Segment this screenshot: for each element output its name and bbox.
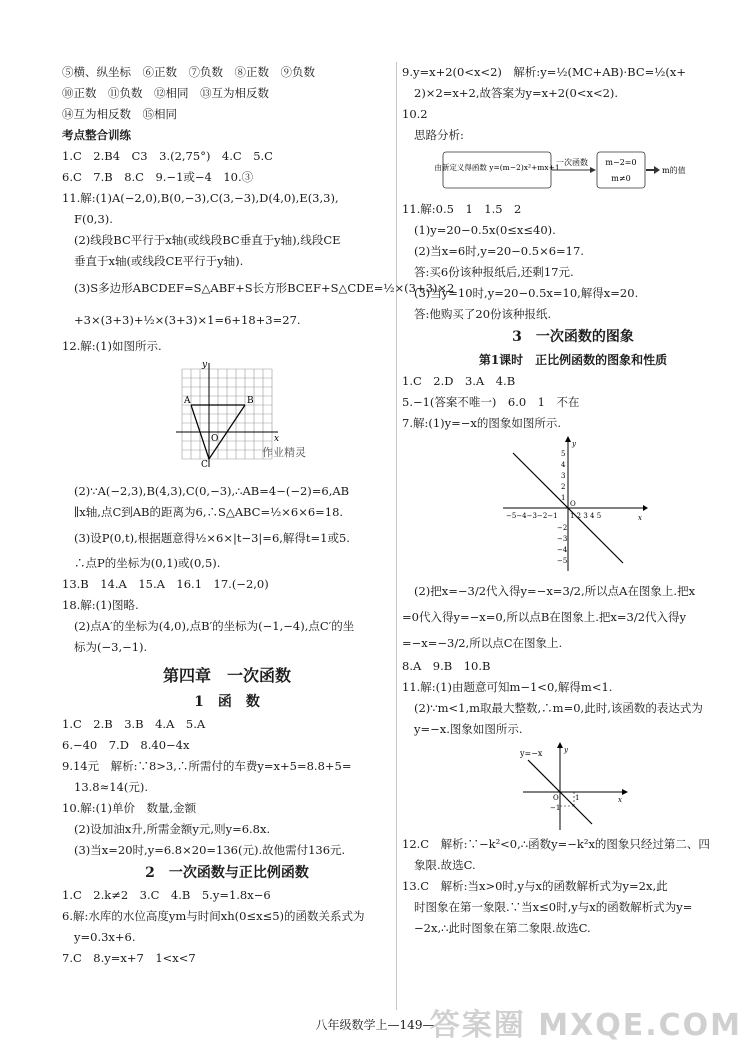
text-line: ⑭互为相反数 ⑮相同 [62,107,177,121]
text-line: (3)当x=20时,y=6.8×20=136(元).故他需付136元. [74,843,346,857]
text-line: 13.C 解析:当x>0时,y与x的函数解析式为y=2x,此 [402,879,668,893]
text-line: ∴点P的坐标为(0,1)或(0,5). [74,556,221,570]
svg-text:2: 2 [561,483,566,491]
right-column [402,62,744,939]
text-line: 2)×2=x+2,故答案为y=x+2(0<x<2). [414,86,619,100]
watermark: 答案圈 MXQE.COM [429,1008,742,1043]
text-line: −2x,∴此时图象在第二象限.故选C. [414,921,591,935]
svg-text:5: 5 [561,450,566,458]
flow-condition-2: m≠0 [611,174,631,183]
text-line: 1.C 2.B 3.B 4.A 5.A [62,717,206,731]
text-line: 18.解:(1)图略. [62,598,139,612]
flow-arrow-label: 一次函数 [556,158,588,167]
text-line: (2)当x=6时,y=20−0.5×6=17. [414,244,584,258]
flow-step-1: 由新定义得函数 y=(m−2)x²+mx+1 [434,163,560,172]
origin-label: O [211,434,219,444]
svg-text:−2: −2 [557,524,568,532]
point-c-label: C [201,460,208,470]
chapter-title: 第四章 一次函数 [162,666,291,685]
section-title: 3 一次函数的图象 [512,329,634,345]
text-line: 7.解:(1)y=−x的图象如图所示. [402,416,562,430]
linear-graph-1 [498,436,648,576]
svg-text:−4: −4 [557,546,568,554]
section-heading: 考点整合训练 [62,128,131,142]
text-line: 1.C 2.k≠2 3.C 4.B 5.y=1.8x−6 [62,888,271,902]
text-line: (2)把x=−3/2代入得y=−x=3/2,所以点A在图象上.把x [414,584,696,598]
text-line: 标为(−3,−1). [74,640,148,654]
svg-text:1 2 3 4 5: 1 2 3 4 5 [570,512,602,520]
y-axis-label: y [202,360,208,370]
text-line: 10.2 [402,107,428,121]
text-line: +3×(3+3)+½×(3+3)×1=6+18+3=27. [74,313,301,327]
text-line: ∥x轴,点C到AB的距离为6,∴S△ABC=½×6×6=18. [74,505,344,519]
text-line: 8.A 9.B 10.B [402,659,491,673]
text-line: (1)y=20−0.5x(0≤x≤40). [414,223,556,237]
analysis-flowchart [434,148,686,192]
svg-text:1: 1 [561,494,566,502]
text-line: 答:买6份该种报纸后,还剩17元. [414,265,574,279]
text-line: 13.8≈14(元). [74,780,149,794]
text-line: 答:他购买了20份该种报纸. [414,307,552,321]
text-line: 7.C 8.y=x+7 1<x<7 [62,951,196,965]
text-line: 13.B 14.A 15.A 16.1 17.(−2,0) [62,577,269,591]
text-line: ⑤横、纵坐标 ⑥正数 ⑦负数 ⑧正数 ⑨负数 [62,65,315,79]
lesson-title: 第1课时 正比例函数的图象和性质 [478,353,668,367]
linear-graph-2 [518,742,628,832]
x-axis-label: x [274,434,280,444]
graph-line-label: y=−x [520,749,543,758]
text-line: (3)S多边形ABCDEF=S△ABF+S长方形BCEF+S△CDE=½×(3+3)×2 [74,281,455,295]
svg-text:−1: −1 [550,804,561,812]
text-line: (2)线段BC平行于x轴(或线段BC垂直于y轴),线段CE [74,233,341,247]
text-line: =−x=−3/2,所以点C在图象上. [402,636,563,650]
text-line: 9.y=x+2(0<x<2) 解析:y=½(MC+AB)·BC=½(x+ [402,65,687,79]
svg-text:4: 4 [561,461,566,469]
coordinate-figure [172,359,282,479]
svg-text:3: 3 [561,472,566,480]
text-line: (2)设加油x升,所需金额y元,则y=6.8x. [74,822,271,836]
text-line: (3)设P(0,t),根据题意得½×6×|t−3|=6,解得t=1或5. [74,531,350,545]
text-line: 1.C 2.B4 C3 3.(2,75°) 4.C 5.C [62,149,273,163]
svg-text:−3: −3 [557,535,568,543]
svg-text:y: y [572,440,576,448]
point-a-label: A [184,396,191,406]
text-line: 9.14元 解析:∵8>3,∴所需付的车费y=x+5=8.8+5= [62,759,352,773]
svg-text:−5: −5 [557,557,568,565]
svg-text:−5−4−3−2−1: −5−4−3−2−1 [506,512,558,520]
text-line: 5.−1(答案不唯一) 6.0 1 不在 [402,395,580,409]
svg-text:O: O [570,500,576,508]
text-line: 垂直于x轴(或线段CE平行于y轴). [74,254,244,268]
text-line: (2)∵m<1,m取最大整数,∴m=0,此时,该函数的表达式为 [414,701,703,715]
text-line: 时图象在第一象限.∵当x≤0时,y与x的函数解析式为y= [414,900,693,914]
page-footer: 八年级数学上—149— [315,1018,435,1032]
text-line: 11.解:0.5 1 1.5 2 [402,202,522,216]
svg-text:y: y [564,746,568,754]
text-line: (2)点A′的坐标为(4,0),点B′的坐标为(−1,−4),点C′的坐 [74,619,355,633]
text-line: y=−x.图象如图所示. [414,722,523,736]
text-line: F(0,3). [74,212,113,226]
column-divider [396,62,397,1010]
point-b-label: B [247,396,254,406]
text-line: 10.解:(1)单价 数量,金额 [62,801,197,815]
text-line: 象限.故选C. [414,858,476,872]
text-line: 12.解:(1)如图所示. [62,339,162,353]
flow-result: m的值 [662,166,686,175]
text-line: 6.C 7.B 8.C 9.−1或−4 10.③ [62,170,254,184]
text-line: 12.C 解析:∵−k²<0,∴函数y=−k²x的图象只经过第二、四 [402,837,710,851]
text-line: y=0.3x+6. [74,930,136,944]
text-line: (2)∵A(−2,3),B(4,3),C(0,−3),∴AB=4−(−2)=6,AB [74,484,350,498]
text-line: 11.解:(1)A(−2,0),B(0,−3),C(3,−3),D(4,0),E(3,3), [62,191,339,205]
text-line: ⑩正数 ⑪负数 ⑫相同 ⑬互为相反数 [62,86,269,100]
text-line: 思路分析: [414,128,464,142]
text-line: 1.C 2.D 3.A 4.B [402,374,516,388]
text-line: 6.−40 7.D 8.40−4x [62,738,190,752]
text-line: =0代入得y=−x=0,所以点B在图象上.把x=3/2代入得y [402,610,687,624]
homework-stamp: 作业精灵 [262,446,306,459]
svg-text:x: x [638,514,642,522]
svg-text:1: 1 [575,794,580,802]
text-line: (3)当y=10时,y=20−0.5x=10,解得x=20. [414,286,639,300]
section-title: 2 一次函数与正比例函数 [145,865,309,881]
section-title: 1 函 数 [194,694,260,710]
svg-text:O: O [553,794,559,802]
flow-condition-1: m−2=0 [605,158,637,167]
text-line: 6.解:水库的水位高度ym与时间xh(0≤x≤5)的函数关系式为 [62,909,365,923]
text-line: 11.解:(1)由题意可知m−1<0,解得m<1. [402,680,613,694]
svg-text:x: x [618,796,622,804]
